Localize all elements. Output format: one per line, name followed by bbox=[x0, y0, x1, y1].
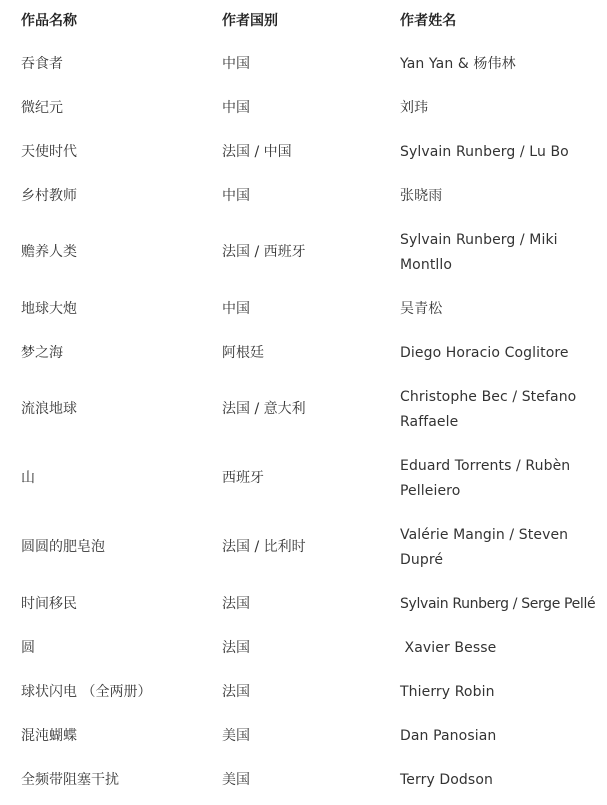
table-row bbox=[0, 758, 607, 802]
table-header bbox=[0, 0, 607, 42]
cell-country: 中国 bbox=[222, 187, 250, 204]
cell-country: 法国 bbox=[222, 639, 250, 656]
cell-title: 天使时代 bbox=[21, 143, 77, 160]
cell-title: 全频带阻塞干扰 bbox=[21, 771, 119, 788]
cell-author: Diego Horacio Coglitore bbox=[400, 344, 569, 361]
cell-author: 刘玮 bbox=[400, 99, 429, 116]
cell-author: Sylvain Runberg / Miki Montllo bbox=[400, 231, 558, 273]
cell-title: 吞食者 bbox=[21, 55, 63, 72]
cell-country: 中国 bbox=[222, 55, 250, 72]
header-title: 作品名称 bbox=[21, 12, 77, 29]
cell-country: 中国 bbox=[222, 300, 250, 317]
cell-author: Xavier Besse bbox=[400, 639, 497, 656]
cell-author: Terry Dodson bbox=[400, 771, 493, 788]
table-row bbox=[0, 287, 607, 331]
cell-country: 西班牙 bbox=[222, 470, 264, 486]
table-row bbox=[0, 42, 607, 86]
table-row bbox=[0, 86, 607, 130]
cell-title: 圆圆的肥皂泡 bbox=[21, 539, 105, 555]
cell-title: 流浪地球 bbox=[21, 401, 77, 417]
table-row bbox=[0, 513, 607, 582]
header-row bbox=[0, 0, 607, 42]
cell-title: 混沌蝴蝶 bbox=[21, 727, 77, 744]
table-row bbox=[0, 670, 607, 714]
table-row bbox=[0, 375, 607, 444]
table-body bbox=[0, 42, 607, 802]
cell-title: 球状闪电 （全两册） bbox=[21, 683, 152, 700]
table-row bbox=[0, 174, 607, 218]
cell-author: Valérie Mangin / Steven Dupré bbox=[400, 526, 569, 568]
table-row bbox=[0, 444, 607, 513]
cell-country: 法国 / 中国 bbox=[222, 143, 292, 160]
cell-author: Yan Yan & 杨伟林 bbox=[400, 55, 516, 72]
cell-author: 张晓雨 bbox=[400, 187, 443, 204]
cell-title: 山 bbox=[21, 470, 35, 486]
cell-country: 法国 bbox=[222, 683, 250, 700]
cell-author: Dan Panosian bbox=[400, 727, 497, 744]
table-row bbox=[0, 218, 607, 287]
table-row bbox=[0, 130, 607, 174]
cell-author: Eduard Torrents / Rubèn Pelleiero bbox=[400, 457, 571, 499]
header-author: 作者姓名 bbox=[400, 12, 457, 29]
cell-author: Sylvain Runberg / Serge Pellé bbox=[400, 595, 596, 612]
cell-country: 美国 bbox=[222, 771, 250, 788]
cell-country: 法国 / 意大利 bbox=[222, 401, 306, 417]
cell-country: 法国 / 比利时 bbox=[222, 539, 306, 555]
cell-author: Christophe Bec / Stefano Raffaele bbox=[400, 388, 577, 430]
table-row bbox=[0, 582, 607, 626]
cell-country: 中国 bbox=[222, 99, 250, 116]
table-row bbox=[0, 714, 607, 758]
table-row bbox=[0, 331, 607, 375]
cell-author: Sylvain Runberg / Lu Bo bbox=[400, 143, 569, 160]
cell-country: 法国 bbox=[222, 595, 250, 612]
cell-country: 阿根廷 bbox=[222, 344, 264, 361]
table-row bbox=[0, 626, 607, 670]
cell-country: 法国 / 西班牙 bbox=[222, 244, 306, 260]
cell-title: 地球大炮 bbox=[21, 300, 77, 317]
cell-title: 圆 bbox=[21, 639, 35, 656]
cell-country: 美国 bbox=[222, 727, 250, 744]
cell-title: 梦之海 bbox=[21, 344, 63, 361]
cell-title: 微纪元 bbox=[21, 99, 63, 116]
header-country: 作者国别 bbox=[222, 12, 278, 29]
cell-title: 乡村教师 bbox=[21, 187, 77, 204]
cell-author: 吴青松 bbox=[400, 300, 443, 317]
cell-title: 时间移民 bbox=[21, 595, 77, 612]
cell-author: Thierry Robin bbox=[400, 683, 495, 700]
cell-title: 赡养人类 bbox=[21, 244, 77, 260]
